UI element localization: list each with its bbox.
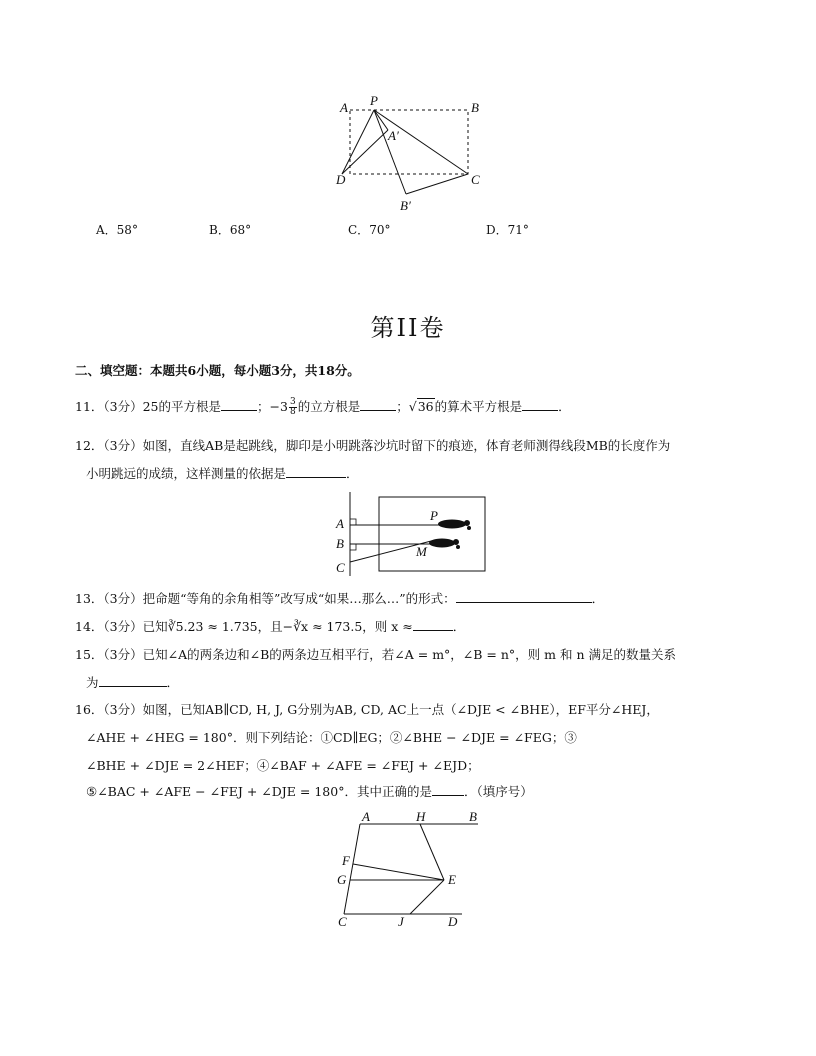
label-B: B xyxy=(469,809,477,824)
blank-11-2[interactable] xyxy=(360,398,396,411)
label-B: B xyxy=(336,536,344,551)
question-13: 13．（3分）把命题“等角的余角相等”改写成“如果…那么…”的形式： ． xyxy=(75,591,605,606)
choice-b[interactable]: B．68° xyxy=(209,223,252,237)
blank-15[interactable] xyxy=(99,674,167,687)
label-F: F xyxy=(342,853,350,868)
question-15: 15．（3分）已知∠A的两条边和∠B的两条边互相平行，若∠A = m°，∠B = n°，则 m 和 n 满足的数量关系 xyxy=(75,647,676,662)
blank-14[interactable] xyxy=(413,618,453,631)
label-A: A xyxy=(340,100,348,115)
label-E: E xyxy=(448,872,456,887)
label-B: B xyxy=(471,100,479,115)
question-15-line2: 为 ． xyxy=(86,675,180,690)
blank-11-3[interactable] xyxy=(522,398,558,411)
question-16-line4: ⑤∠BAC + ∠AFE − ∠FEJ + ∠DJE = 180°．其中正确的是 ．（填序号） xyxy=(86,784,533,799)
label-B-prime: B′ xyxy=(400,198,411,213)
fraction-3-8: $\frac{3}{8}$ xyxy=(289,397,296,417)
label-P: P xyxy=(370,94,378,108)
section-heading: 二、填空题：本题共6小题，每小题3分，共18分。 xyxy=(75,363,360,378)
label-A: A xyxy=(336,516,344,531)
choice-d[interactable]: D．71° xyxy=(486,223,529,237)
question-12: 12．（3分）如图，直线AB是起跳线，脚印是小明跳落沙坑时留下的痕迹，体育老师测得线段MB的长度作为 xyxy=(75,438,671,453)
label-G: G xyxy=(337,872,347,887)
question-16-line2: ∠AHE + ∠HEG = 180°．则下列结论：①CD∥EG；②∠BHE − ∠DJE = ∠FEG；③ xyxy=(86,730,577,745)
figure-long-jump xyxy=(330,492,490,576)
choice-a[interactable]: A．58° xyxy=(96,223,138,237)
label-D: D xyxy=(336,172,346,187)
figure-parallel-lines xyxy=(330,806,490,932)
part-title: 第II卷 xyxy=(370,314,446,342)
question-12-line2: 小明跳远的成绩，这样测量的依据是 ． xyxy=(86,466,359,481)
question-11: 11．（3分）25的平方根是 ；−3 $\frac{3}{8}$ 的立方根是 ；√36的算术平方根是 ． xyxy=(75,397,571,417)
answer-choices xyxy=(0,221,816,239)
choice-c[interactable]: C．70° xyxy=(348,223,391,237)
figure-rectangle-fold xyxy=(330,94,490,216)
question-16-line3: ∠BHE + ∠DJE = 2∠HEF；④∠BAF + ∠AFE = ∠FEJ + ∠EJD； xyxy=(86,758,480,773)
label-P: P xyxy=(430,508,438,523)
blank-13[interactable] xyxy=(456,590,592,603)
footprint-icon xyxy=(429,520,471,550)
label-A-prime: A′ xyxy=(388,128,399,143)
label-C: C xyxy=(338,914,347,929)
label-D: D xyxy=(448,914,458,929)
label-C: C xyxy=(471,172,480,187)
question-16: 16．（3分）如图，已知AB∥CD, H, J, G分别为AB, CD, AC上一点（∠DJE < ∠BHE），EF平分∠HEJ， xyxy=(75,702,659,717)
question-14: 14．（3分）已知∛5.23 ≈ 1.735，且−∛x ≈ 173.5，则 x ≈ ． xyxy=(75,619,466,634)
blank-12[interactable] xyxy=(286,465,346,478)
blank-16[interactable] xyxy=(432,783,464,796)
label-A: A xyxy=(362,809,370,824)
blank-11-1[interactable] xyxy=(221,398,257,411)
label-C: C xyxy=(336,560,345,575)
label-H: H xyxy=(416,809,426,824)
label-M: M xyxy=(416,544,427,559)
label-J: J xyxy=(398,914,404,929)
